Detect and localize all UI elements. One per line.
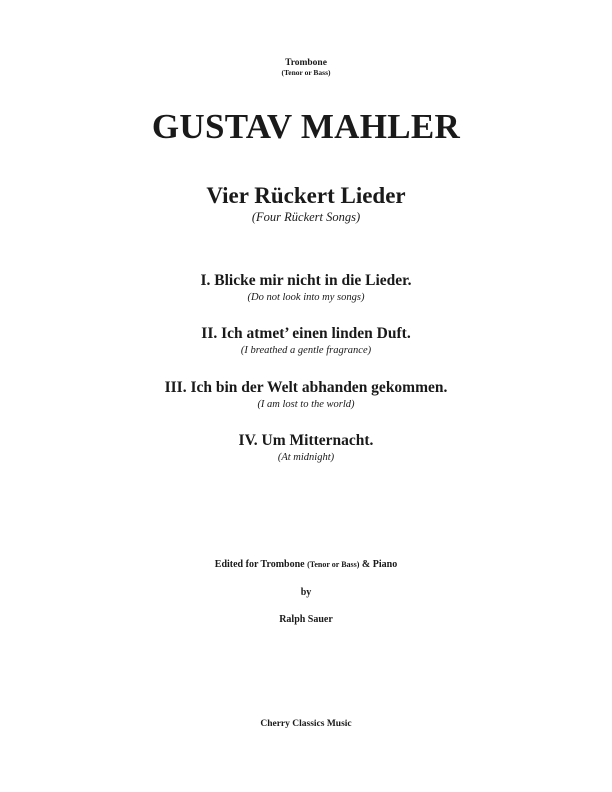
song-title: II. Ich atmet’ einen linden Duft. xyxy=(201,325,411,342)
song-translation: (I am lost to the world) xyxy=(257,399,355,410)
publisher-name: Cherry Classics Music xyxy=(260,719,352,729)
instrument-name: Trombone xyxy=(285,58,327,68)
song-title: I. Blicke mir nicht in die Lieder. xyxy=(200,272,412,289)
song-translation: (At midnight) xyxy=(277,452,335,463)
composer-name: GUSTAV MAHLER xyxy=(151,107,461,146)
edited-for-suffix: & Piano xyxy=(361,559,398,570)
work-title-translation: (Four Rückert Songs) xyxy=(251,210,361,224)
song-translation: (Do not look into my songs) xyxy=(247,292,365,303)
editor-name: Ralph Sauer xyxy=(279,614,333,625)
edited-for-line xyxy=(0,559,612,571)
song-title: III. Ich bin der Welt abhanden gekommen. xyxy=(164,379,448,396)
edited-for-prefix: Edited for Trombone xyxy=(214,559,305,570)
instrument-variant: (Tenor or Bass) xyxy=(281,68,331,77)
by-label: by xyxy=(300,587,312,598)
work-title: Vier Rückert Lieder xyxy=(206,183,406,208)
song-title: IV. Um Mitternacht. xyxy=(238,432,374,449)
edited-for-variant: (Tenor or Bass) xyxy=(307,560,360,569)
song-translation: (I breathed a gentle fragrance) xyxy=(240,345,372,356)
